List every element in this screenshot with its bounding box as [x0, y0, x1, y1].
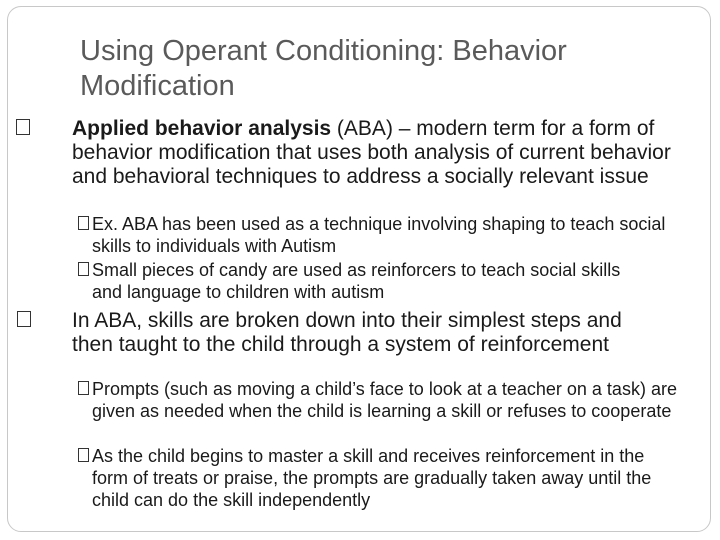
slide-title: Using Operant Conditioning: Behavior Modification [80, 35, 567, 102]
bullet-2 [72, 309, 662, 357]
square-sub-bullet-icon [78, 262, 89, 276]
bullet-1-bold: Applied behavior analysis [72, 117, 332, 140]
sub-bullet-1-1-text: Ex. ABA has been used as a technique involving shaping to teach social skills to individuals with Autism [92, 214, 666, 256]
sub-bullet-1-1 [92, 213, 692, 257]
sub-bullet-2-2 [92, 445, 652, 511]
sub-bullet-1-2-text: Small pieces of candy are used as reinforcers to teach social skills and language to children with autism [92, 260, 621, 302]
sub-bullet-1-2 [92, 259, 652, 303]
square-bullet-icon [17, 311, 31, 327]
square-sub-bullet-icon [78, 381, 89, 395]
bullet-1 [72, 117, 682, 189]
square-bullet-icon [16, 119, 30, 135]
square-sub-bullet-icon [78, 448, 89, 462]
bullet-1-text: (ABA) – modern term for a form of behavior modification that uses both analysis of current behavior and behavioral techniques to address a socially relevant issue [72, 117, 671, 188]
sub-bullet-2-2-text: As the child begins to master a skill and receives reinforcement in the form of treats or praise, the prompts are gradually taken away until the child can do the skill independently [92, 446, 652, 510]
square-sub-bullet-icon [78, 216, 89, 230]
bullet-2-text: In ABA, skills are broken down into their simplest steps and then taught to the child through a system of reinforcement [72, 309, 622, 356]
sub-bullet-2-1-text: Prompts (such as moving a child’s face to look at a teacher on a task) are given as needed when the child is learning a skill or refuses to cooperate [92, 379, 677, 421]
sub-bullet-2-1 [92, 378, 692, 422]
